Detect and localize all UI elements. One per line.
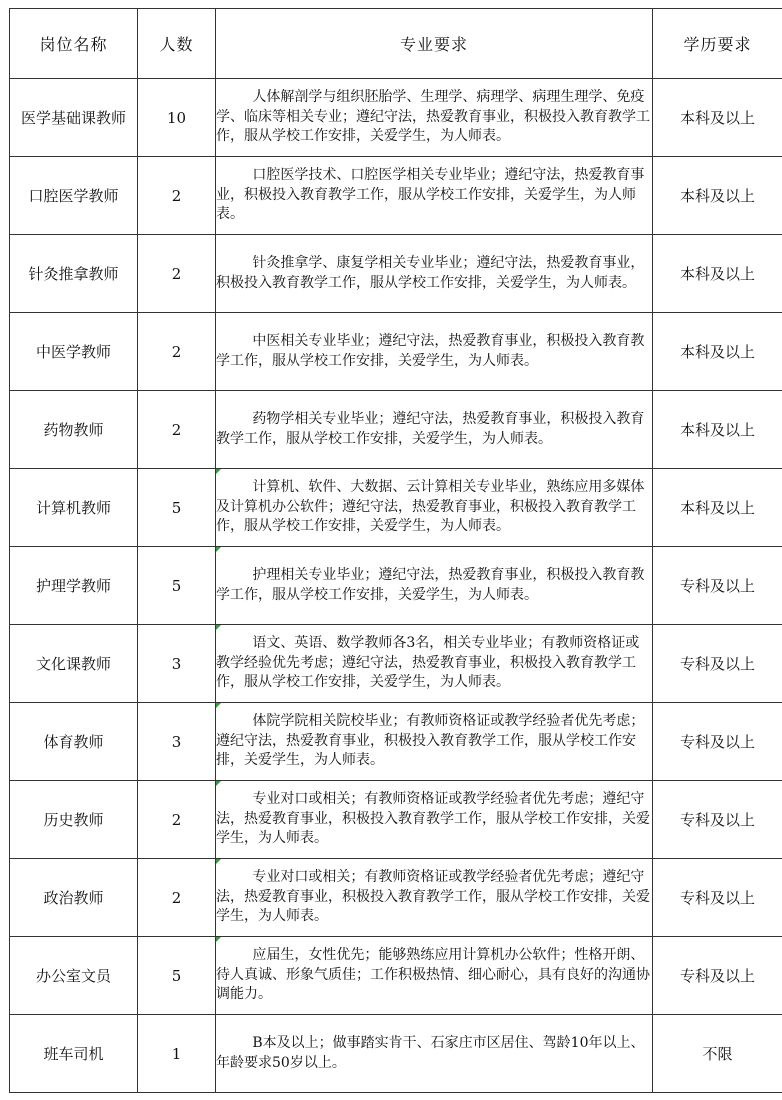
headcount-cell: 10 <box>138 79 216 157</box>
education-cell: 本科及以上 <box>653 235 782 313</box>
headcount-cell: 5 <box>138 469 216 547</box>
table-row <box>10 157 782 235</box>
table-row <box>10 781 782 859</box>
position-name-cell: 医学基础课教师 <box>10 79 138 157</box>
table-row <box>10 937 782 1015</box>
headcount-cell: 1 <box>138 1015 216 1093</box>
headcount-cell: 2 <box>138 781 216 859</box>
cell-comment-marker <box>216 547 221 552</box>
position-name-cell: 口腔医学教师 <box>10 157 138 235</box>
cell-comment-marker <box>216 859 221 864</box>
headcount-cell: 3 <box>138 625 216 703</box>
requirement-cell <box>216 781 653 859</box>
table-row <box>10 547 782 625</box>
education-cell: 本科及以上 <box>653 469 782 547</box>
header-education: 学历要求 <box>653 9 782 79</box>
cell-comment-marker <box>216 937 221 942</box>
requirement-text: 体院学院相关院校毕业；有教师资格证或教学经验者优先考虑；遵纪守法，热爱教育事业，积极投入教育教学工作，服从学校工作安排，关爱学生，为人师表。 <box>216 713 645 769</box>
table-body <box>10 79 782 1093</box>
position-name-cell: 护理学教师 <box>10 547 138 625</box>
requirement-cell <box>216 313 653 391</box>
cell-comment-marker <box>216 703 221 708</box>
cell-comment-marker <box>216 781 221 786</box>
requirement-text: 专业对口或相关；有教师资格证或教学经验者优先考虑；遵纪守法，热爱教育事业，积极投入教育教学工作，服从学校工作安排，关爱学生，为人师表。 <box>216 791 650 847</box>
position-name-cell: 计算机教师 <box>10 469 138 547</box>
headcount-cell: 2 <box>138 157 216 235</box>
table-row <box>10 469 782 547</box>
table-row <box>10 859 782 937</box>
position-name-cell: 药物教师 <box>10 391 138 469</box>
requirement-text: 应届生，女性优先；能够熟练应用计算机办公软件；性格开朗、待人真诚、形象气质佳；工作积极热情、细心耐心，具有良好的沟通协调能力。 <box>216 947 650 1003</box>
requirement-cell <box>216 235 653 313</box>
table-row <box>10 313 782 391</box>
requirement-cell <box>216 1015 653 1093</box>
position-name-cell: 文化课教师 <box>10 625 138 703</box>
position-name-cell: 政治教师 <box>10 859 138 937</box>
requirement-cell <box>216 547 653 625</box>
education-cell: 本科及以上 <box>653 157 782 235</box>
requirement-text: 口腔医学技术、口腔医学相关专业毕业；遵纪守法，热爱教育事业，积极投入教育教学工作，服从学校工作安排，关爱学生，为人师表。 <box>216 167 645 223</box>
cell-comment-marker <box>216 469 221 474</box>
headcount-cell: 5 <box>138 547 216 625</box>
headcount-cell: 5 <box>138 937 216 1015</box>
requirement-text: 针灸推拿学、康复学相关专业毕业；遵纪守法，热爱教育事业，积极投入教育教学工作，服从学校工作安排，关爱学生，为人师表。 <box>216 255 645 291</box>
table-row <box>10 235 782 313</box>
education-cell: 专科及以上 <box>653 859 782 937</box>
headcount-cell: 2 <box>138 391 216 469</box>
table-row <box>10 703 782 781</box>
requirement-cell <box>216 937 653 1015</box>
requirement-text: B本及以上；做事踏实肯干、石家庄市区居住、驾龄10年以上、年龄要求50岁以上。 <box>216 1035 645 1071</box>
position-name-cell: 针灸推拿教师 <box>10 235 138 313</box>
requirement-text: 语文、英语、数学教师各3名，相关专业毕业；有教师资格证或教学经验优先考虑；遵纪守法，热爱教育事业，积极投入教育教学工作，服从学校工作安排，关爱学生，为人师表。 <box>216 635 640 691</box>
table-row <box>10 79 782 157</box>
requirement-cell <box>216 859 653 937</box>
education-cell: 不限 <box>653 1015 782 1093</box>
table-header <box>10 9 782 79</box>
education-cell: 本科及以上 <box>653 313 782 391</box>
table-row <box>10 391 782 469</box>
headcount-cell: 2 <box>138 313 216 391</box>
education-cell: 专科及以上 <box>653 703 782 781</box>
education-cell: 专科及以上 <box>653 625 782 703</box>
requirement-cell <box>216 157 653 235</box>
header-position: 岗位名称 <box>10 9 138 79</box>
position-name-cell: 办公室文员 <box>10 937 138 1015</box>
position-name-cell: 班车司机 <box>10 1015 138 1093</box>
header-requirement: 专业要求 <box>216 9 653 79</box>
education-cell: 专科及以上 <box>653 937 782 1015</box>
requirement-text: 专业对口或相关；有教师资格证或教学经验者优先考虑；遵纪守法，热爱教育事业，积极投入教育教学工作，服从学校工作安排，关爱学生，为人师表。 <box>216 869 650 925</box>
headcount-cell: 3 <box>138 703 216 781</box>
cell-comment-marker <box>216 625 221 630</box>
education-cell: 本科及以上 <box>653 79 782 157</box>
education-cell: 专科及以上 <box>653 781 782 859</box>
requirement-text: 药物学相关专业毕业；遵纪守法，热爱教育事业，积极投入教育教学工作，服从学校工作安排，关爱学生，为人师表。 <box>216 411 645 447</box>
education-cell: 专科及以上 <box>653 547 782 625</box>
position-name-cell: 中医学教师 <box>10 313 138 391</box>
position-name-cell: 体育教师 <box>10 703 138 781</box>
requirement-text: 人体解剖学与组织胚胎学、生理学、病理学、病理生理学、免疫学、临床等相关专业；遵纪守法，热爱教育事业，积极投入教育教学工作，服从学校工作安排，关爱学生，为人师表。 <box>216 89 650 145</box>
requirement-cell <box>216 391 653 469</box>
table-row <box>10 625 782 703</box>
requirement-text: 中医相关专业毕业；遵纪守法，热爱教育事业，积极投入教育教学工作，服从学校工作安排，关爱学生，为人师表。 <box>216 333 645 369</box>
requirement-text: 计算机、软件、大数据、云计算相关专业毕业，熟练应用多媒体及计算机办公软件；遵纪守法，热爱教育事业，积极投入教育教学工作，服从学校工作安排，关爱学生，为人师表。 <box>216 479 645 535</box>
position-name-cell: 历史教师 <box>10 781 138 859</box>
requirement-cell <box>216 469 653 547</box>
requirement-cell <box>216 703 653 781</box>
education-cell: 本科及以上 <box>653 391 782 469</box>
headcount-cell: 2 <box>138 235 216 313</box>
header-count: 人数 <box>138 9 216 79</box>
requirement-cell <box>216 625 653 703</box>
recruitment-table <box>9 8 782 1093</box>
requirement-cell <box>216 79 653 157</box>
requirement-text: 护理相关专业毕业；遵纪守法，热爱教育事业，积极投入教育教学工作，服从学校工作安排，关爱学生，为人师表。 <box>216 567 645 603</box>
table-row <box>10 1015 782 1093</box>
header-row <box>10 9 782 79</box>
headcount-cell: 2 <box>138 859 216 937</box>
